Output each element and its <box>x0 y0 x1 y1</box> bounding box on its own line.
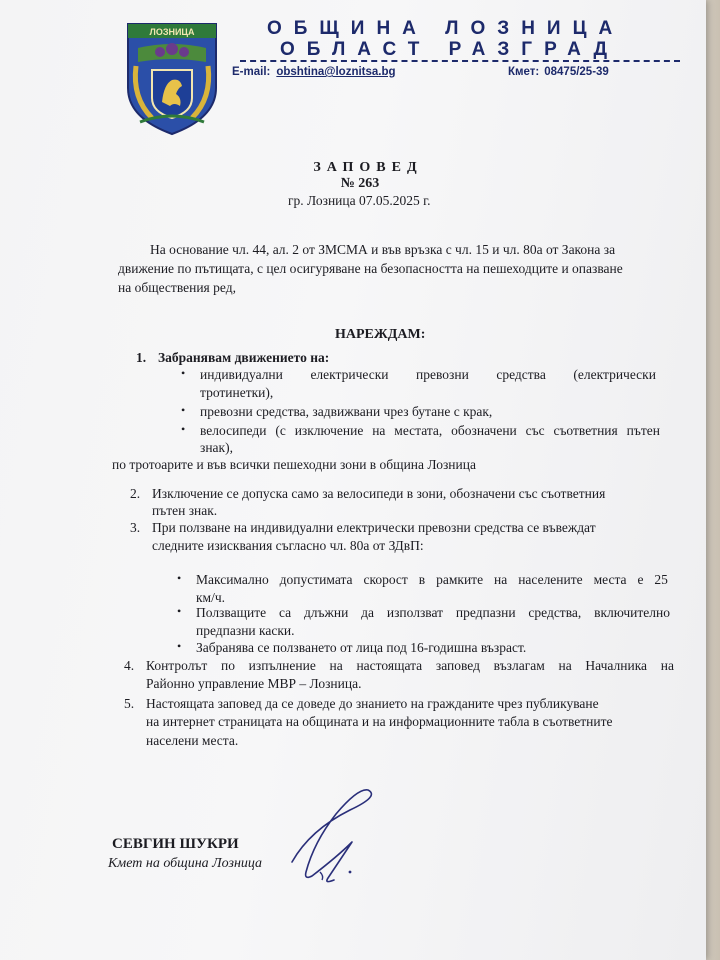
order-title: ЗАПОВЕД <box>313 160 423 175</box>
signatory-name: СЕВГИН ШУКРИ <box>112 836 239 852</box>
word: длъжни <box>303 605 349 620</box>
word: съответния <box>553 423 618 438</box>
word: (електрически <box>573 367 656 382</box>
item-1-bullet-1-cont: тротинетки), <box>200 385 274 400</box>
word: местата, <box>394 423 443 438</box>
word: по <box>221 658 235 673</box>
word: Максимално <box>196 572 269 587</box>
word: 25 <box>654 572 668 587</box>
word: е <box>637 572 644 587</box>
mayor-phone: 08475/25-39 <box>544 66 609 78</box>
word: в <box>418 572 426 587</box>
item-2-text: Изключение се допуска само за велосипеди в зони, обозначени със съответния <box>152 486 606 501</box>
word: Ползващите <box>196 605 267 620</box>
mayor-contact <box>508 66 609 78</box>
email-link[interactable]: obshtina@loznitsa.bg <box>276 66 396 78</box>
word: със <box>525 423 545 438</box>
crest-text: ЛОЗНИЦА <box>149 27 195 37</box>
item-4-text <box>146 658 674 674</box>
item-3-bullet-2 <box>177 604 670 621</box>
word: Контролът <box>146 658 208 673</box>
item-2-number: 2. <box>130 486 141 501</box>
item-5-number: 5. <box>124 696 135 711</box>
word: допустимата <box>279 572 353 587</box>
bullet-icon: • <box>181 403 186 417</box>
word: изключение <box>294 423 364 438</box>
word: предпазни <box>455 605 516 620</box>
order-number: № 263 <box>340 176 380 191</box>
item-1-bullet-3-cont: знак), <box>200 440 233 455</box>
preamble-line-3: на обществения ред, <box>118 280 236 295</box>
bullet-text: превозни средства, задвижвани чрез бутане с крак, <box>200 404 493 419</box>
item-3-line-1 <box>130 520 596 536</box>
word: индивидуални <box>200 367 283 382</box>
word: на <box>494 572 508 587</box>
word: на <box>558 658 572 673</box>
item-4-line-2: Районно управление МВР – Лозница. <box>146 676 362 691</box>
bullet-text: Забранява се ползването от лица под 16-годишна възраст. <box>196 640 527 655</box>
word: (с <box>275 423 286 438</box>
word: включително <box>594 605 670 620</box>
item-1-number: 1. <box>136 350 147 365</box>
word: са <box>278 605 292 620</box>
order-place-date: гр. Лозница 07.05.2025 г. <box>288 193 431 208</box>
item-5-text: Настоящата заповед да се доведе до знанието на гражданите чрез публикуване <box>146 696 599 711</box>
item-3-bullet-2-cont: предпазни каски. <box>196 623 295 638</box>
item-1-bullet-3 <box>181 422 660 439</box>
word: на <box>372 423 386 438</box>
mayor-label: Кмет: <box>508 66 540 78</box>
word: Началника <box>585 658 648 673</box>
word: населените <box>518 572 583 587</box>
word: велосипеди <box>200 423 267 438</box>
bullet-icon: • <box>177 571 182 585</box>
word: изпълнение <box>248 658 316 673</box>
item-2-line-1 <box>130 486 605 502</box>
item-4-number: 4. <box>124 658 135 673</box>
word: превозни <box>416 367 469 382</box>
bullet-icon: • <box>181 422 186 436</box>
handwritten-signature-icon <box>240 780 410 890</box>
municipal-crest-icon <box>122 18 222 138</box>
header-divider <box>240 60 680 62</box>
item-5-line-1 <box>124 696 599 712</box>
bullet-icon: • <box>177 639 182 653</box>
item-3-text: При ползване на индивидуални електрически превозни средства се въвеждат <box>152 520 596 535</box>
word: средства <box>496 367 546 382</box>
word: на <box>329 658 343 673</box>
item-3-bullet-3 <box>177 639 527 656</box>
word: настоящата <box>356 658 423 673</box>
word: скорост <box>363 572 408 587</box>
item-4-line-1 <box>124 658 674 674</box>
word: да <box>361 605 375 620</box>
org-name: ОБЩИНА ЛОЗНИЦА <box>267 18 625 39</box>
word: обозначени <box>451 423 517 438</box>
word: възлагам <box>493 658 545 673</box>
item-1-bullet-2 <box>181 403 493 420</box>
item-1-bullet-1 <box>181 366 656 383</box>
bullet-icon: • <box>181 366 186 380</box>
word: използват <box>386 605 444 620</box>
preamble-line-1: На основание чл. 44, ал. 2 от ЗМСМА и във връзка с чл. 15 и чл. 80а от Закона за <box>150 242 616 257</box>
word: електрически <box>310 367 389 382</box>
item-5-line-3: населени места. <box>146 733 239 748</box>
item-1-tail: по тротоарите и във всички пешеходни зони в община Лозница <box>112 457 476 472</box>
org-region: ОБЛАСТ РАЗГРАД <box>280 39 620 60</box>
item-1-text: Забранявам движението на: <box>158 350 330 365</box>
signatory-title: Кмет на община Лозница <box>108 856 263 871</box>
word: пътен <box>626 423 660 438</box>
item-3-number: 3. <box>130 520 141 535</box>
preamble-line-2: движение по пътищата, с цел осигуряване на безопасността на пешеходците и опазване <box>118 261 623 276</box>
directive-heading: НАРЕЖДАМ: <box>335 327 426 342</box>
email-label: E-mail: <box>232 66 271 78</box>
word: средства, <box>528 605 582 620</box>
item-3-line-2: следните изисквания съгласно чл. 80а от ЗДвП: <box>152 538 424 553</box>
email-contact <box>232 66 396 78</box>
item-3-bullet-1-cont: км/ч. <box>196 590 226 605</box>
word: на <box>660 658 674 673</box>
word: рамките <box>436 572 484 587</box>
word: места <box>593 572 627 587</box>
item-5-line-2: на интернет страницата на общината и на информационните табла в съответните <box>146 714 613 729</box>
bullet-icon: • <box>177 604 182 618</box>
item-2-line-2: пътен знак. <box>152 503 218 518</box>
item-3-bullet-1 <box>177 571 668 588</box>
item-1-heading <box>136 350 329 366</box>
word: заповед <box>435 658 480 673</box>
